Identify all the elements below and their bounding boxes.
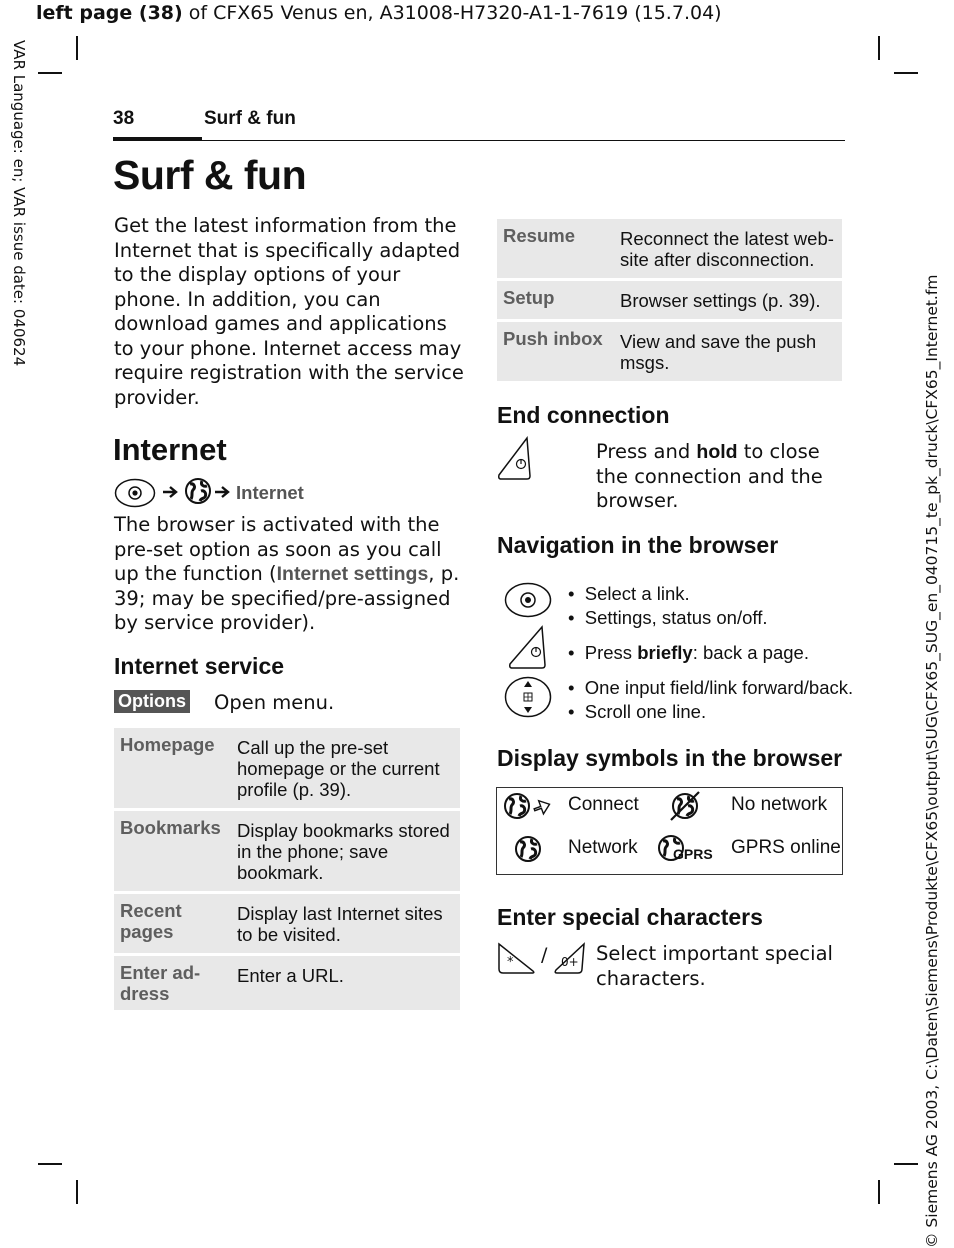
- nav-bullet-1b: • Settings, status on/off.: [568, 607, 768, 628]
- internet-service-heading: Internet service: [114, 653, 285, 679]
- navigation-heading: Navigation in the browser: [497, 532, 779, 558]
- side-right-note: [920, 218, 944, 1248]
- network-label: Network: [568, 837, 638, 858]
- table-row[interactable]: [114, 894, 460, 953]
- connect-label: Connect: [568, 794, 639, 815]
- menu-desc: Browser settings (p. 39).: [620, 281, 842, 319]
- menu-desc: Reconnect the latest web-site after disconnection.: [620, 219, 842, 278]
- navigation-key-icon: [504, 582, 552, 618]
- menu-desc: Enter a URL.: [237, 956, 460, 1010]
- network-icon: [514, 835, 542, 863]
- nav-item-settings: Settings, status on/off.: [584, 607, 768, 628]
- side-right-text: © Siemens AG 2003, C:\Daten\Siemens\Produkte\CFX65\output\SUG\CFX65_SUG_en_040715_te_pk_druck\CFX65_Internet.fm: [923, 274, 941, 1248]
- crop-mark: [38, 1163, 62, 1165]
- menu-desc: Display bookmarks stored in the phone; save bookmark.: [237, 811, 460, 891]
- nav-item-press-bold: briefly: [637, 642, 693, 663]
- end-text-bold: hold: [696, 441, 738, 463]
- nav-item-press-after: : back a page.: [692, 642, 809, 663]
- special-chars-text: Select important special characters.: [596, 942, 833, 990]
- table-row[interactable]: [114, 956, 460, 1010]
- document-header-rest: of CFX65 Venus en, A31008-H7320-A1-1-7619 (15.7.04): [182, 2, 722, 24]
- side-left-note: [8, 40, 30, 400]
- table-row[interactable]: [497, 219, 842, 278]
- browser-menu-table: [497, 216, 842, 384]
- menu-desc: Display last Internet sites to be visited.: [237, 894, 460, 953]
- no-network-icon: [669, 791, 701, 821]
- crop-mark: [38, 72, 62, 74]
- connect-icon: [503, 792, 553, 820]
- nav-item-forward: One input field/link forward/back.: [584, 677, 854, 698]
- no-network-label: No network: [731, 794, 828, 815]
- internet-heading: Internet: [113, 432, 227, 467]
- crop-mark: [878, 1180, 880, 1204]
- nav-bullet-2: • Press briefly: back a page.: [568, 642, 809, 663]
- end-connection-text: [596, 440, 836, 514]
- crop-mark: [76, 36, 78, 60]
- gprs-badge-text: GPRS: [673, 846, 713, 862]
- globe-icon: [184, 477, 212, 505]
- page-number: 38: [113, 108, 135, 129]
- svg-text:*: *: [507, 955, 514, 970]
- nav-item-select: Select a link.: [584, 583, 690, 604]
- nav-bullet-1a: • Select a link.: [568, 583, 690, 604]
- internet-service-table: [114, 725, 460, 1013]
- side-left-text: VAR Language: en; VAR issue date: 040624: [10, 40, 28, 367]
- gprs-online-label: GPRS online: [731, 837, 841, 858]
- arrow-right-icon: [214, 485, 232, 499]
- intro-paragraph: Get the latest information from the Internet that is specifically adapted to the display options of your phone. In addition, you can download games and applications to your phone. Internet access may require registration with the service provider.: [114, 214, 464, 409]
- svg-text:0+: 0+: [561, 955, 579, 969]
- nav-item-scroll: Scroll one line.: [584, 701, 707, 722]
- nav-bullet-3a: • One input field/link forward/back.: [568, 677, 854, 698]
- menu-path: [114, 476, 314, 510]
- navigation-key-icon: [114, 478, 156, 508]
- crop-mark: [878, 36, 880, 60]
- nav-item-press-before: Press: [584, 642, 638, 663]
- menu-desc: View and save the push msgs.: [620, 322, 842, 381]
- crop-mark: [894, 1163, 918, 1165]
- arrow-right-icon: [162, 485, 180, 499]
- key-separator: /: [541, 944, 548, 966]
- star-key-icon: [497, 942, 539, 974]
- internet-description: [114, 513, 464, 636]
- menu-desc: Call up the pre-set homepage or the current profile (p. 39).: [237, 728, 460, 808]
- internet-desc-before: The browser is activated with the pre-set option as soon as you call up the function (: [114, 513, 442, 585]
- menu-key: Enter ad-dress: [114, 956, 237, 1010]
- menu-key: Resume: [497, 219, 620, 278]
- page-title: Surf & fun: [113, 152, 307, 198]
- table-row[interactable]: [497, 281, 842, 319]
- end-key-icon: [508, 625, 548, 671]
- internet-desc-after: , p. 39; may be specified/pre-assigned by service provider).: [114, 562, 460, 634]
- display-symbols-box: [496, 787, 843, 875]
- crop-mark: [894, 72, 918, 74]
- menu-key: Recent pages: [114, 894, 237, 953]
- up-down-key-icon: [504, 676, 552, 718]
- hash-key-icon: [550, 942, 586, 974]
- internet-settings-link[interactable]: Internet settings: [276, 563, 429, 585]
- table-row[interactable]: [114, 728, 460, 808]
- menu-key: Homepage: [114, 728, 237, 808]
- document-header-bold: left page (38): [36, 2, 183, 24]
- header-rule: [113, 140, 845, 141]
- crop-mark: [76, 1180, 78, 1204]
- end-text-after: to close the connection and the browser.: [596, 440, 823, 512]
- running-title: Surf & fun: [204, 108, 296, 129]
- end-key-icon: [497, 436, 535, 482]
- nav-bullet-3b: • Scroll one line.: [568, 701, 707, 722]
- options-softkey[interactable]: Options: [114, 690, 190, 713]
- end-text-before: Press and: [596, 440, 697, 463]
- table-row[interactable]: [114, 811, 460, 891]
- document-header: [36, 2, 722, 24]
- options-description: Open menu.: [214, 691, 335, 714]
- menu-key: Push inbox: [497, 322, 620, 381]
- special-chars-heading: Enter special characters: [497, 904, 763, 930]
- menu-key: Bookmarks: [114, 811, 237, 891]
- menu-path-internet: Internet: [236, 482, 304, 503]
- end-connection-heading: End connection: [497, 402, 670, 428]
- table-row[interactable]: [497, 322, 842, 381]
- menu-key: Setup: [497, 281, 620, 319]
- display-symbols-heading: Display symbols in the browser: [497, 745, 843, 771]
